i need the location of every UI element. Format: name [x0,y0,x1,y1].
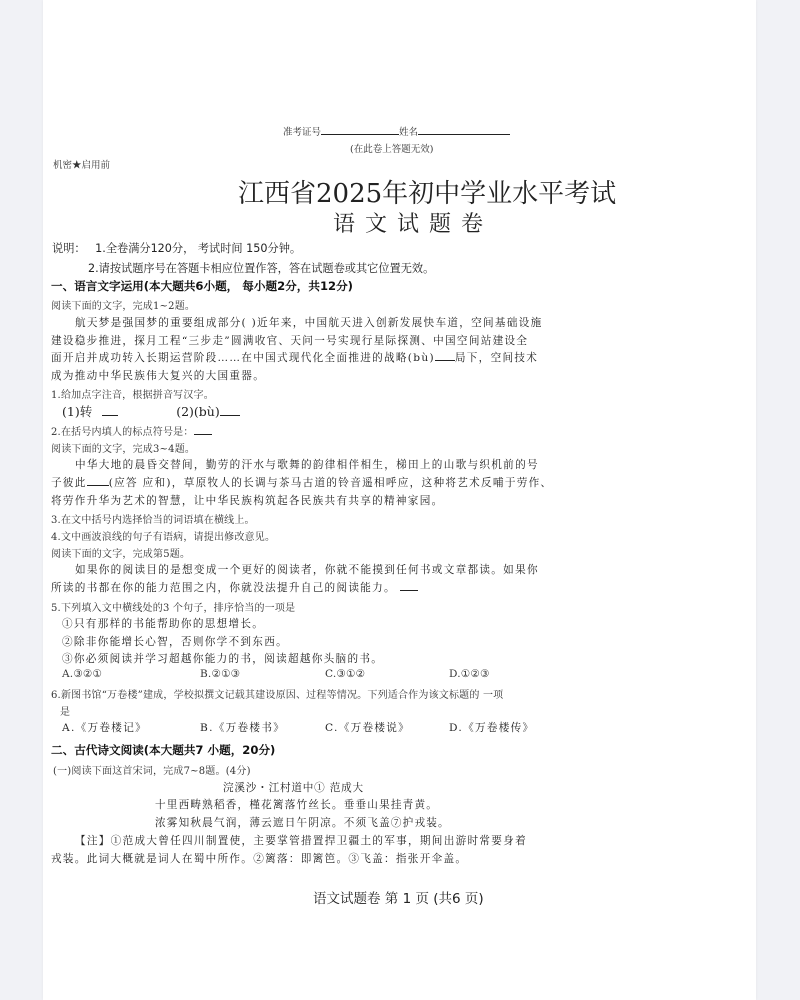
answer-notice: (在此卷上答题无效) [350,144,434,155]
passage3-line1: 如果你的阅读目的是想变成一个更好的阅读者，你就不能摸到任何书或文章都读。如果你 [75,564,539,576]
passage3-line2-text: 所读的书都在你的能力范围之内，你就没法提升自己的阅读能力。 [51,582,396,594]
passage1-line1: 航天梦是强国梦的重要组成部分( )近年来，中国航天进入创新发展快车道，空间基础设施 [75,317,543,329]
q5-sentence-2: ②除非你能增长心智，否则你学不到东西。 [62,636,288,648]
poem-line-2: 浓雾知秋晨气润，薄云遮日午阴凉。不须飞盖⑦护戎装。 [155,817,450,829]
q1-part2-blank [220,405,240,416]
q1-blank-inline [435,350,455,361]
section2-part1-intro: (一)阅读下面这首宋词，完成7~8题。(4分) [53,766,251,777]
q6-option-a[interactable]: A.《万卷楼记》 [62,722,147,734]
poem-title: 浣溪沙・江村道中① 范成大 [223,782,364,794]
read1-intro: 阅读下面的文字，完成1~2题。 [51,301,196,312]
passage1-line3-text: 面开启并成功转入长期运营阶段……在中国式现代化全面推进的战略(bù) [51,352,435,364]
q6-option-b[interactable]: B.《万卷楼书》 [200,722,286,734]
exam-page [43,0,756,1000]
q6-option-d[interactable]: D.《万卷楼传》 [449,722,535,734]
question-1-parts [62,402,240,420]
q1-part1: (1)转 [62,404,93,419]
q5-sentence-1: ①只有那样的书能帮助你的思想增长。 [62,618,265,630]
q5-sentence-3: ③你必须阅读并学习超越你能力的书，阅读超越你头脑的书。 [62,653,384,665]
q6-option-c[interactable]: C.《万卷楼说》 [325,722,411,734]
q3-blank [87,475,109,486]
poem-line-1: 十里西畴熟稻香，槿花篱落竹丝长。垂垂山果挂青黄。 [155,799,439,811]
q5-option-d[interactable]: D.①②③ [449,668,490,680]
name-blank [418,124,510,135]
passage1-line4: 成为推动中华民族伟大复兴的大国重器。 [51,370,266,382]
q5-blank [400,580,418,591]
poem-note-line1: 【注】①范成大曾任四川制置使，主要掌管措置捍卫疆土的军事，期间出游时常要身着 [75,835,527,847]
question-5: 5.下列填入文中横线处的3 个句子，排序恰当的一项是 [51,603,296,614]
q1-part1-blank [102,405,118,416]
question-4: 4.文中画波浪线的句子有语病，请提出修改意见。 [51,532,276,543]
read3-intro: 阅读下面的文字，完成第5题。 [51,549,191,560]
q5-option-b[interactable]: B.②①③ [200,668,241,680]
q2-blank [194,424,212,435]
passage1-line2: 建设稳步推进，探月工程“三步走”圆满收官、天问一号实现行星际探测、中国空间站建设全 [51,335,529,347]
question-3: 3.在文中括号内选择恰当的词语填在横线上。 [51,515,255,526]
exam-id-row [283,124,510,138]
passage2-line2 [51,475,552,490]
question-1: 1.给加点字注音，根据拼音写汉字。 [51,390,214,401]
question-6-line1: 6.新图书馆“万卷楼”建成，学校拟撰文记载其建设原因、过程等情况。下列适合作为该文标题的 一项 [51,690,504,701]
page-footer: 语文试题卷 第 1 页 (共6 页) [313,891,484,907]
instruction-2: 2.请按试题序号在答题卡相应位置作答，答在试题卷或其它位置无效。 [88,262,435,275]
q1-part2: (2)(bù) [176,404,220,419]
instructions-line1 [52,240,301,256]
exam-title: 江西省2025年初中学业水平考试 [238,179,617,209]
read2-intro: 阅读下面的文字，完成3~4题。 [51,444,196,455]
question-2-text: 2.在括号内填人的标点符号是： [51,427,194,438]
name-label: 姓名 [399,127,419,138]
passage2-line1: 中华大地的晨昏交替间，勤劳的汗水与歌舞的韵律相伴相生，梯田上的山歌与织机前的号 [75,459,539,471]
question-6-line2: 是 [60,707,71,718]
section2-heading: 二、古代诗文阅读(本大题共7 小题，20分) [51,743,276,757]
instruction-1: 1.全卷满分120分， 考试时间 150分钟。 [95,242,302,255]
exam-id-label: 准考证号 [283,127,322,138]
passage3-line2 [51,580,418,595]
exam-subtitle: 语文试题卷 [333,212,494,237]
passage2-line3: 将劳作升华为艺术的智慧，让中华民族构筑起各民族共有共享的精神家园。 [51,495,444,507]
section1-heading: 一、语言文字运用(本大题共6小题， 每小题2分，共12分) [51,279,353,293]
passage2-line2-tail: (应答 应和)，草原牧人的长调与茶马古道的铃音遥相呼应，这种将艺术反哺于劳作、 [108,477,553,489]
instructions-label: 说明： [52,242,86,255]
q5-option-a[interactable]: A.③②① [62,668,103,680]
passage1-line3 [51,350,538,365]
q5-option-c[interactable]: C.③①② [325,668,366,680]
exam-id-blank [321,124,399,135]
passage1-line3-tail: 局下，空间技术 [454,352,539,364]
secret-mark: 机密★启用前 [53,160,111,171]
question-2 [51,423,212,438]
poem-note-line2: 戎装。此词大概就是词人在蜀中所作。②篱落：即篱笆。③飞盖：指张开伞盖。 [51,853,468,865]
passage2-line2-head: 子彼此 [51,477,87,489]
